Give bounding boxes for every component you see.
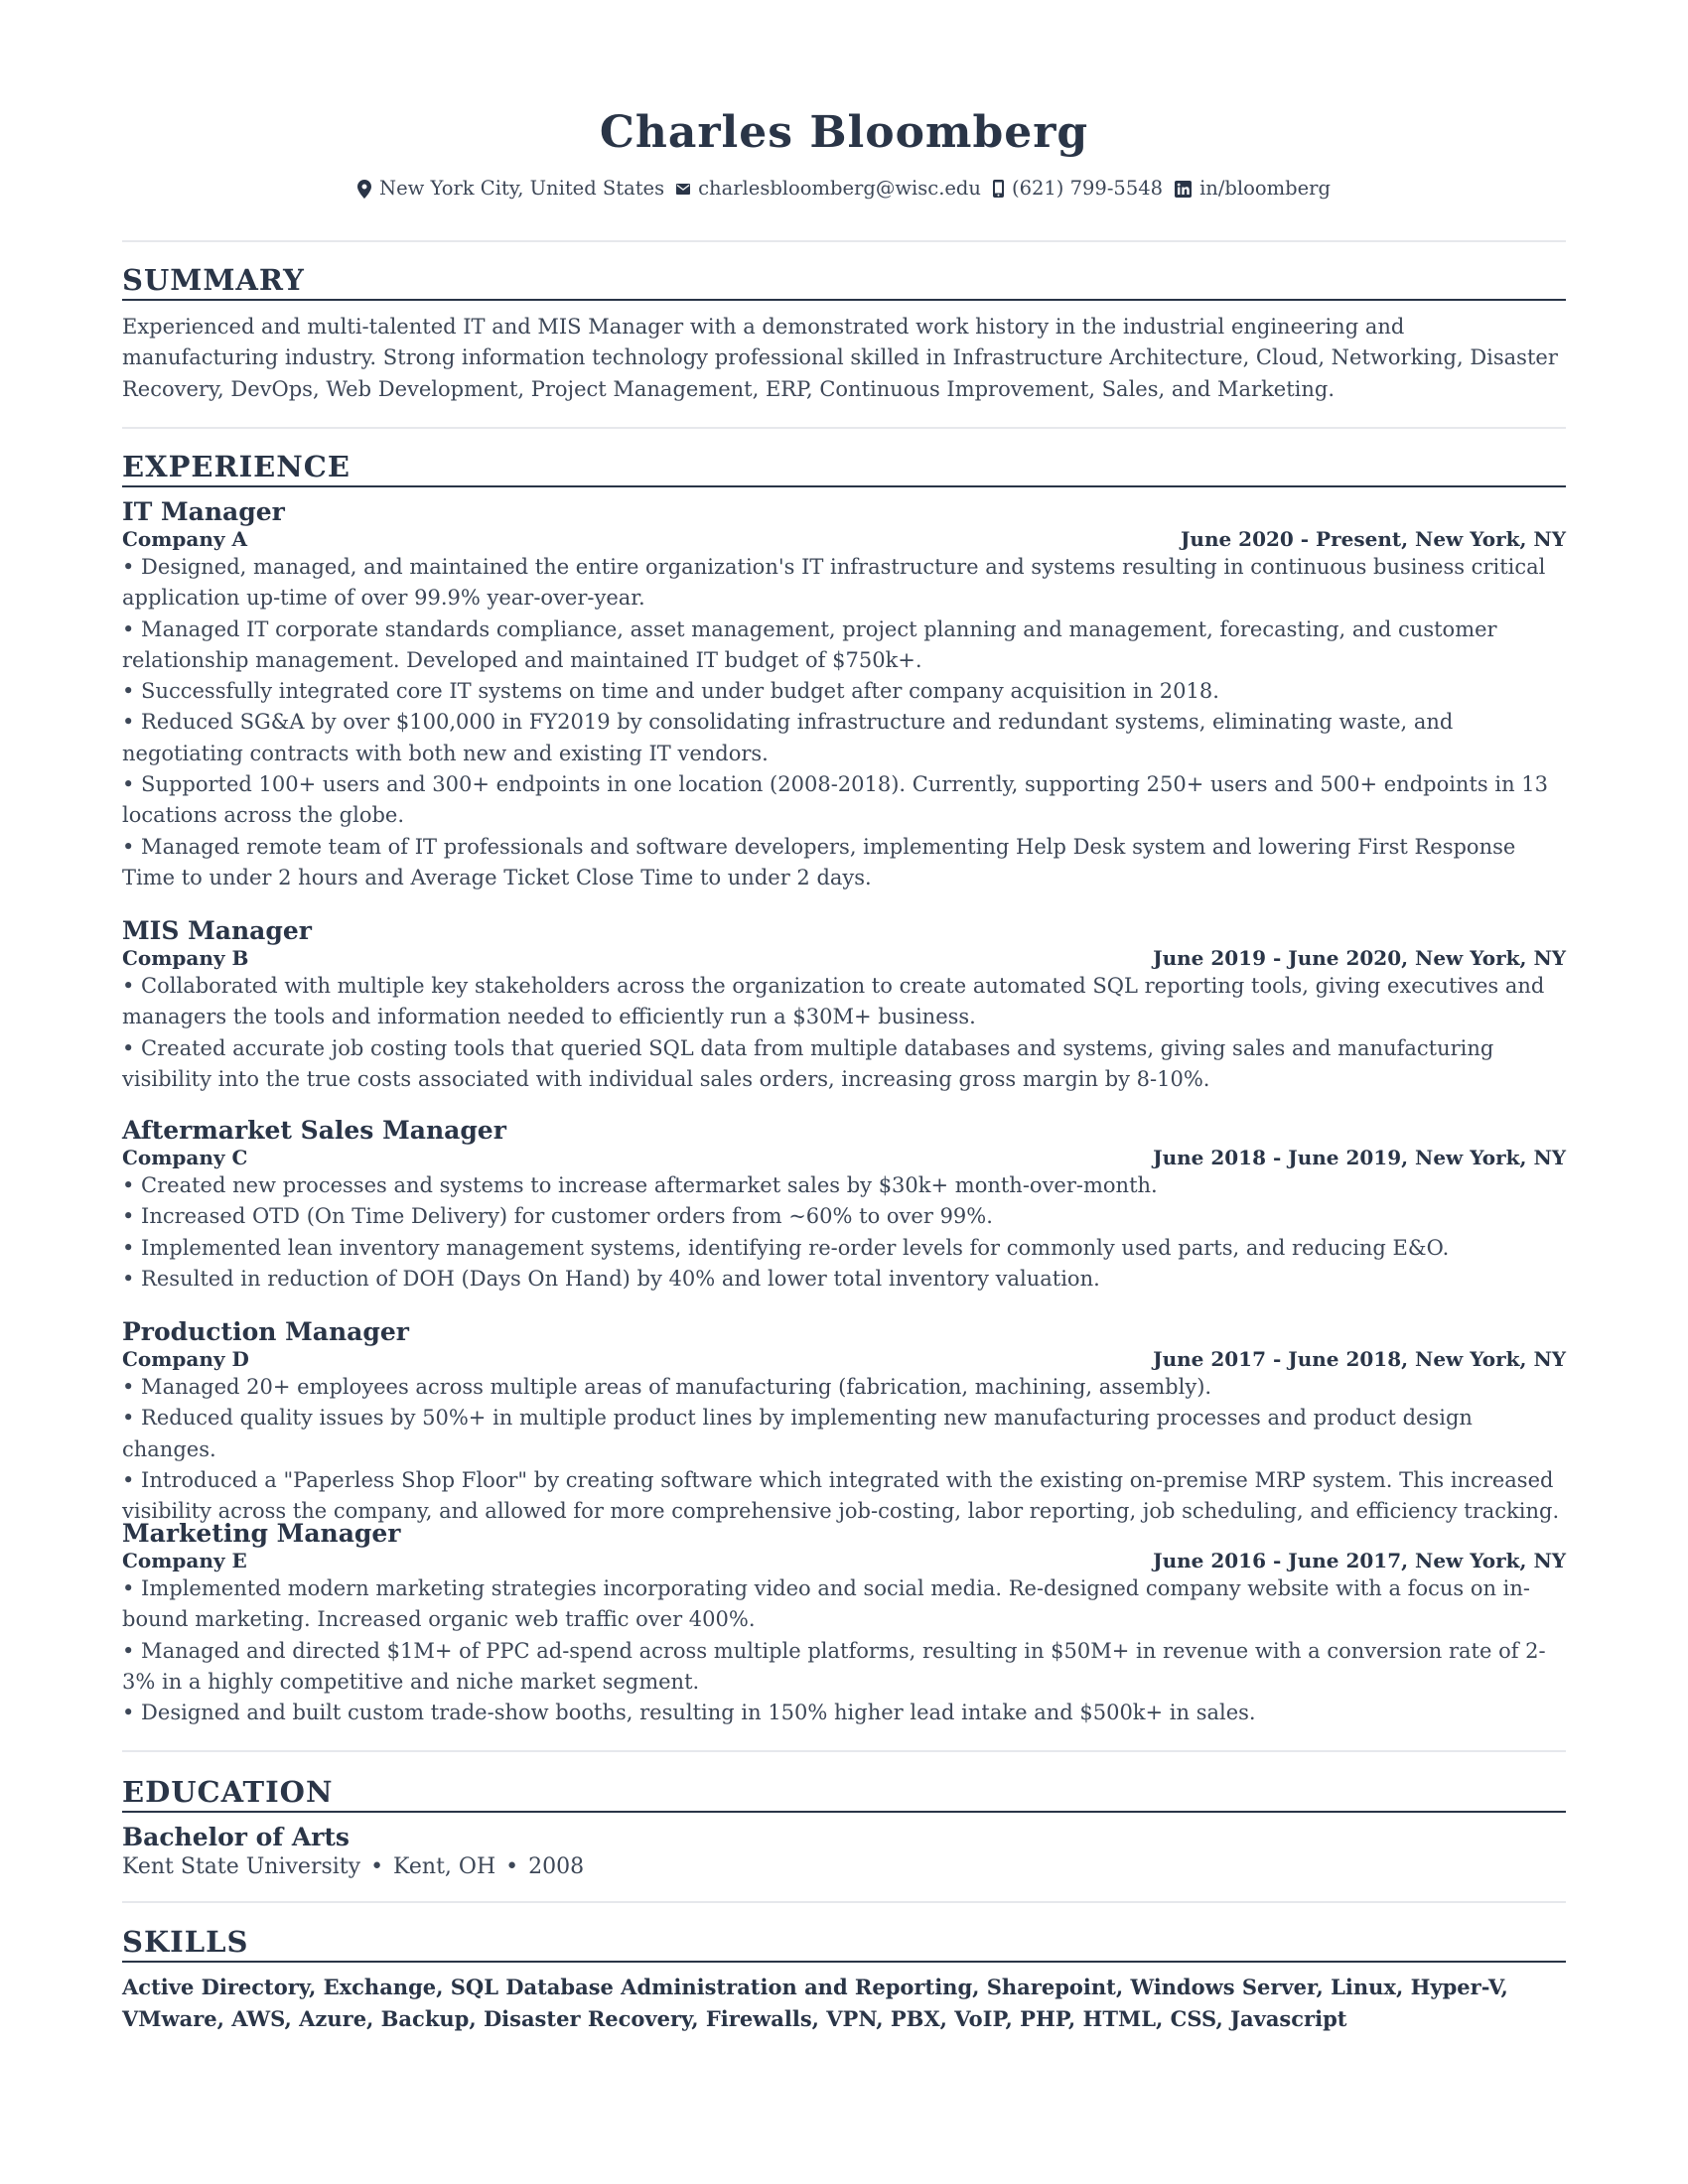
skills-list: Active Directory, Exchange, SQL Database Administration and Reporting, Sharepoint, Windows Server, Linux, Hyper-V, VMware, AWS, Azure, Backup, Disaster Recovery, Firewalls, VPN, PBX, VoIP, PHP, HTML, CSS, Javascript [122, 1975, 1508, 2031]
bullet-item: • Increased OTD (On Time Delivery) for customer orders from ~60% to over 99%. [122, 1204, 993, 1229]
contact-linkedin[interactable] [1175, 175, 1331, 203]
bullet-item: • Successfully integrated core IT systems on time and under budget after company acquisition in 2018. [122, 679, 1219, 704]
job-meta-row [122, 1346, 1566, 1372]
job-dates: June 2020 - Present, New York, NY [1180, 527, 1566, 551]
job-dates: June 2019 - June 2020, New York, NY [1153, 946, 1566, 970]
email-text[interactable]: charlesbloomberg@wisc.edu [698, 177, 981, 200]
bullet-item: • Designed, managed, and maintained the entire organization's IT infrastructure and systems resulting in continuous business critical application up-time of over 99.9% year-over-year. [122, 555, 1546, 611]
bullet-item: • Managed IT corporate standards compliance, asset management, project planning and management, forecasting, and customer relationship management. Developed and maintained IT budget of $750k+. [122, 616, 1497, 672]
degree-title: Bachelor of Arts [122, 1823, 351, 1851]
job-bullets [122, 552, 1566, 893]
candidate-name: Charles Bloomberg [599, 107, 1089, 158]
bullet-item: • Collaborated with multiple key stakeholders across the organization to create automated SQL reporting tools, giving executives and managers the tools and information needed to efficiently run a $30M+ business. [122, 974, 1545, 1029]
linkedin-text[interactable]: in/bloomberg [1199, 177, 1331, 200]
bullet-item: • Designed and built custom trade-show booths, resulting in 150% higher lead intake and $500k+ in sales. [122, 1701, 1256, 1725]
divider [122, 1750, 1566, 1752]
job-meta-row [122, 526, 1566, 552]
job-dates: June 2016 - June 2017, New York, NY [1153, 1549, 1566, 1572]
graduation-year: 2008 [528, 1854, 585, 1879]
job-title: IT Manager [122, 497, 285, 526]
contact-bar [122, 175, 1566, 203]
divider [122, 240, 1566, 242]
bullet-item: • Created accurate job costing tools that queried SQL data from multiple databases and systems, giving sales and manufacturing visibility into the true costs associated with individual sales orders, increasing gross margin by 8-10%. [122, 1035, 1494, 1091]
job-meta-row [122, 1145, 1566, 1170]
school-location: Kent, OH [393, 1854, 496, 1879]
job-meta-row [122, 1548, 1566, 1573]
education-details [122, 1852, 584, 1882]
experience-heading: EXPERIENCE [122, 448, 1566, 487]
summary-heading: SUMMARY [122, 261, 1566, 301]
map-pin-icon [357, 180, 371, 199]
job-bullets [122, 1372, 1566, 1527]
envelope-icon [676, 184, 690, 195]
location-text: New York City, United States [379, 177, 665, 200]
job-bullets [122, 971, 1566, 1095]
job-bullets [122, 1170, 1566, 1295]
job-title: Production Manager [122, 1317, 409, 1346]
job-dates: June 2017 - June 2018, New York, NY [1153, 1347, 1566, 1371]
summary-text: Experienced and multi-talented IT and MIS Manager with a demonstrated work history in the industrial engineering and manufacturing industry. Strong information technology professional skilled in Infrastructure Architecture, Cloud, Networking, Disaster Recovery, DevOps, Web Development, Project Management, ERP, Continuous Improvement, Sales, and Marketing. [122, 315, 1558, 401]
job-bullets [122, 1573, 1566, 1728]
separator-dot: • [505, 1854, 519, 1879]
divider [122, 427, 1566, 429]
contact-phone[interactable] [993, 175, 1163, 203]
skills-heading: SKILLS [122, 1923, 1566, 1963]
phone-text[interactable]: (621) 799-5548 [1011, 177, 1164, 200]
job-title: Aftermarket Sales Manager [122, 1116, 506, 1145]
bullet-item: • Reduced quality issues by 50%+ in multiple product lines by implementing new manufacturing processes and product design changes. [122, 1406, 1473, 1461]
company-name: Company C [122, 1146, 248, 1169]
company-name: Company B [122, 946, 249, 970]
company-name: Company E [122, 1549, 247, 1572]
bullet-item: • Supported 100+ users and 300+ endpoints in one location (2008-2018). Currently, supporting 250+ users and 500+ endpoints in 13 locations across the globe. [122, 772, 1548, 828]
job-title: MIS Manager [122, 916, 312, 945]
bullet-item: • Managed 20+ employees across multiple areas of manufacturing (fabrication, machining, assembly). [122, 1375, 1212, 1399]
bullet-item: • Managed remote team of IT professionals and software developers, implementing Help Desk system and lowering First Response Time to under 2 hours and Average Ticket Close Time to under 2 days. [122, 834, 1516, 889]
divider [122, 1901, 1566, 1903]
company-name: Company A [122, 527, 248, 551]
bullet-item: • Introduced a "Paperless Shop Floor" by creating software which integrated with the existing on-premise MRP system. This increased visibility across the company, and allowed for more comprehensive job-costing, labor reporting, job scheduling, and efficiency tracking. [122, 1467, 1560, 1524]
separator-dot: • [370, 1854, 384, 1879]
bullet-item: • Reduced SG&A by over $100,000 in FY2019 by consolidating infrastructure and redundant systems, eliminating waste, and negotiating contracts with both new and existing IT vendors. [122, 710, 1454, 765]
job-meta-row [122, 945, 1566, 971]
bullet-item: • Resulted in reduction of DOH (Days On Hand) by 40% and lower total inventory valuation. [122, 1266, 1100, 1291]
company-name: Company D [122, 1347, 249, 1371]
mobile-phone-icon [993, 180, 1004, 198]
bullet-item: • Implemented modern marketing strategies incorporating video and social media. Re-designed company website with a focus on in-bound marketing. Increased organic web traffic over 400%. [122, 1576, 1531, 1632]
school-name: Kent State University [122, 1854, 361, 1879]
linkedin-icon [1175, 181, 1192, 198]
bullet-item: • Implemented lean inventory management systems, identifying re-order levels for commonly used parts, and reducing E&O. [122, 1235, 1450, 1260]
education-heading: EDUCATION [122, 1773, 1566, 1813]
bullet-item: • Created new processes and systems to increase aftermarket sales by $30k+ month-over-month. [122, 1173, 1158, 1197]
job-title: Marketing Manager [122, 1519, 401, 1548]
contact-email[interactable] [676, 175, 981, 203]
job-dates: June 2018 - June 2019, New York, NY [1153, 1146, 1566, 1169]
bullet-item: • Managed and directed $1M+ of PPC ad-spend across multiple platforms, resulting in $50M+ in revenue with a conversion rate of 2-3% in a highly competitive and niche market segment. [122, 1638, 1546, 1694]
contact-location [357, 175, 664, 203]
